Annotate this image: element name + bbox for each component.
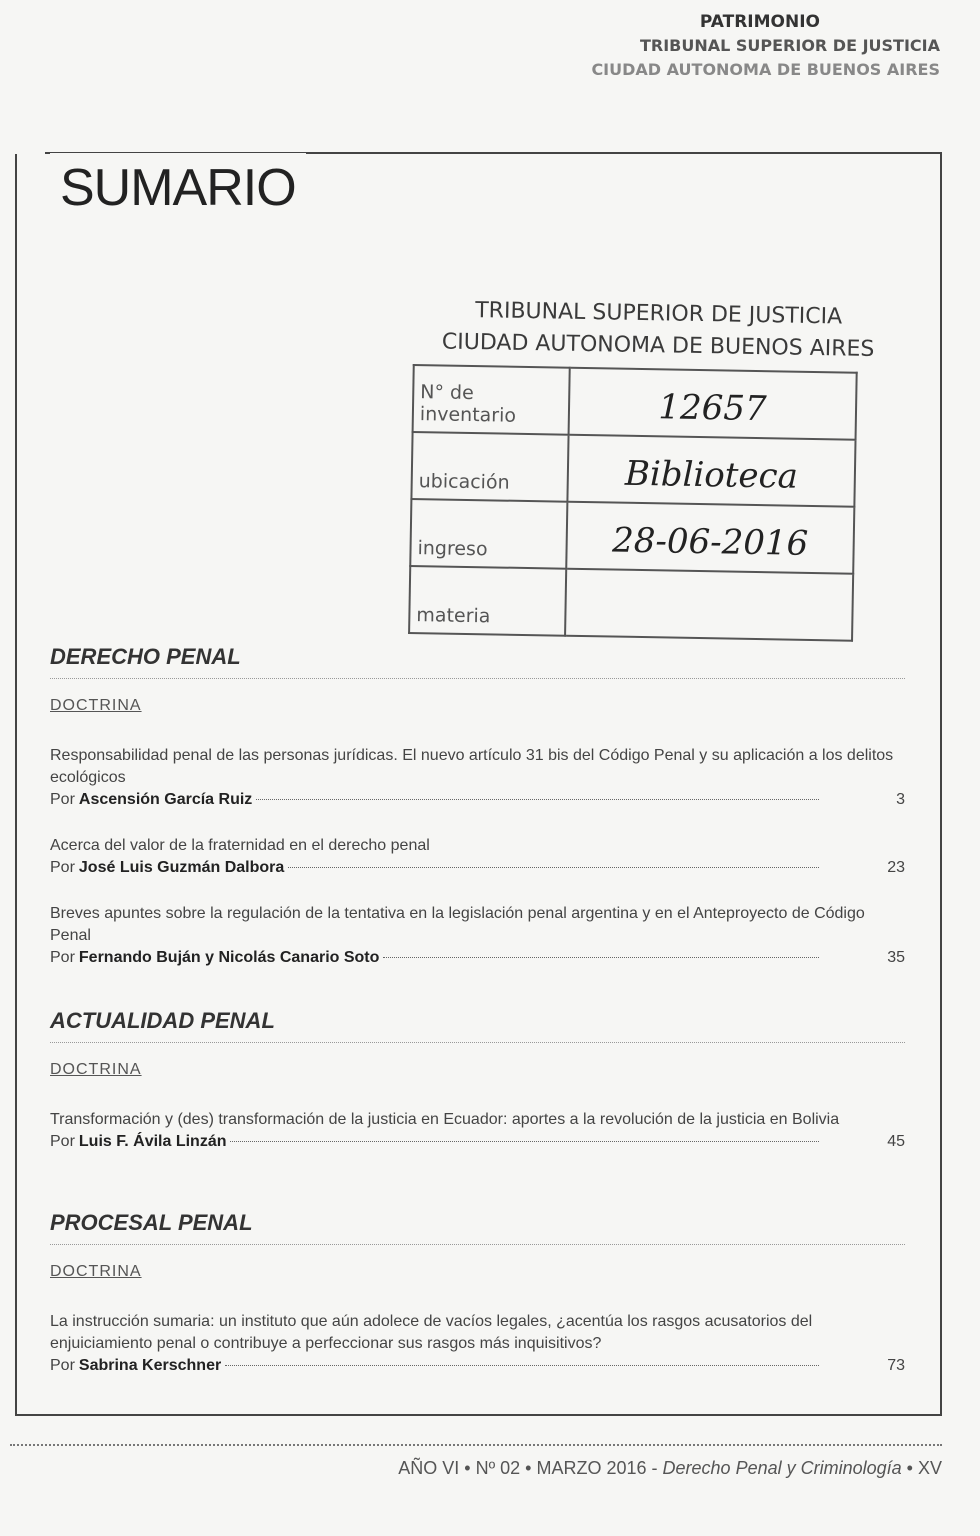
inventory-value [565, 569, 853, 641]
dot-leader [288, 867, 819, 868]
inventory-row [411, 432, 855, 507]
footer-page: • XV [906, 1458, 942, 1478]
page-footer [398, 1458, 942, 1479]
stamp-line: PATRIMONIO [699, 12, 820, 32]
entry-title: La instrucción sumaria: un instituto que aún adolece de vacíos legales, ¿acentúa los rasgos acusatorios del enjuiciamiento penal o contribuye a perfeccionar sus rasgos más inquisitivos? [50, 1313, 813, 1352]
stamp-line: TRIBUNAL SUPERIOR DE JUSTICIA [639, 36, 940, 55]
dot-leader [383, 957, 819, 958]
inventory-label: N° de inventario [413, 365, 570, 435]
inventory-stamp [408, 294, 884, 642]
footer-issue: AÑO VI • Nº 02 • MARZO 2016 - [398, 1458, 658, 1478]
inventory-value: Biblioteca [567, 435, 855, 507]
title-gap [15, 152, 45, 154]
toc-entry[interactable] [50, 745, 905, 811]
entry-by: Por [50, 791, 75, 808]
entry-author: Sabrina Kerschner [78, 1357, 222, 1374]
inventory-row [410, 499, 854, 574]
entry-by: Por [50, 949, 75, 966]
entry-author: Ascensión García Ruiz [78, 791, 253, 808]
toc-entry[interactable] [50, 1109, 905, 1153]
entry-byline [50, 789, 905, 811]
entry-page: 73 [887, 1357, 905, 1374]
stamp-line: CIUDAD AUTONOMA DE BUENOS AIRES [591, 60, 940, 79]
inventory-stamp-head [433, 294, 884, 366]
section-subtitle: DOCTRINA [50, 697, 142, 714]
section-actualidad-penal [50, 1008, 905, 1153]
entry-by: Por [50, 1357, 75, 1374]
entry-author: José Luis Guzmán Dalbora [78, 859, 285, 876]
inventory-label: ubicación [411, 432, 568, 502]
entry-title: Responsabilidad penal de las personas jurídicas. El nuevo artículo 31 bis del Código Penal y su aplicación a los delitos ecológicos [50, 747, 894, 786]
dot-leader [225, 1365, 819, 1366]
section-title: ACTUALIDAD PENAL [50, 1008, 275, 1033]
section-procesal-penal [50, 1210, 905, 1377]
inventory-stamp-line: CIUDAD AUTONOMA DE BUENOS AIRES [441, 329, 875, 363]
entry-title: Breves apuntes sobre la regulación de la tentativa en la legislación penal argentina y en el Anteproyecto de Código Penal [50, 905, 865, 944]
dot-leader [230, 1141, 819, 1142]
footer-divider [10, 1444, 942, 1446]
section-derecho-penal [50, 644, 905, 969]
entry-byline [50, 947, 905, 969]
inventory-stamp-line: TRIBUNAL SUPERIOR DE JUSTICIA [475, 298, 843, 330]
entry-page: 45 [887, 1133, 905, 1150]
toc-entry[interactable] [50, 903, 905, 969]
section-title: DERECHO PENAL [50, 644, 241, 669]
inventory-table [408, 364, 858, 642]
inventory-label: ingreso [410, 499, 567, 569]
toc-entry[interactable] [50, 1311, 905, 1377]
entry-title: Acerca del valor de la fraternidad en el derecho penal [50, 837, 430, 854]
entry-byline [50, 1131, 905, 1153]
inventory-value: 28-06-2016 [566, 502, 854, 574]
section-title: PROCESAL PENAL [50, 1210, 253, 1235]
dot-leader [256, 799, 819, 800]
inventory-row [409, 566, 853, 641]
entry-page: 3 [896, 791, 905, 808]
entry-by: Por [50, 1133, 75, 1150]
entry-author: Fernando Buján y Nicolás Canario Soto [78, 949, 380, 966]
page-title: SUMARIO [50, 153, 306, 223]
inventory-label: materia [409, 566, 566, 636]
inventory-value: 12657 [569, 368, 857, 440]
entry-page: 35 [887, 949, 905, 966]
entry-byline [50, 857, 905, 879]
section-divider [50, 678, 905, 679]
section-divider [50, 1244, 905, 1245]
section-subtitle: DOCTRINA [50, 1263, 142, 1280]
entry-page: 23 [887, 859, 905, 876]
section-divider [50, 1042, 905, 1043]
entry-by: Por [50, 859, 75, 876]
entry-title: Transformación y (des) transformación de la justicia en Ecuador: aportes a la revolución de la justicia en Bolivia [50, 1111, 840, 1128]
entry-author: Luis F. Ávila Linzán [78, 1133, 227, 1150]
inventory-row [413, 365, 857, 440]
toc-entry[interactable] [50, 835, 905, 879]
section-subtitle: DOCTRINA [50, 1061, 142, 1078]
patrimonio-stamp [591, 10, 940, 82]
footer-journal: Derecho Penal y Criminología [662, 1458, 902, 1478]
entry-byline [50, 1355, 905, 1377]
